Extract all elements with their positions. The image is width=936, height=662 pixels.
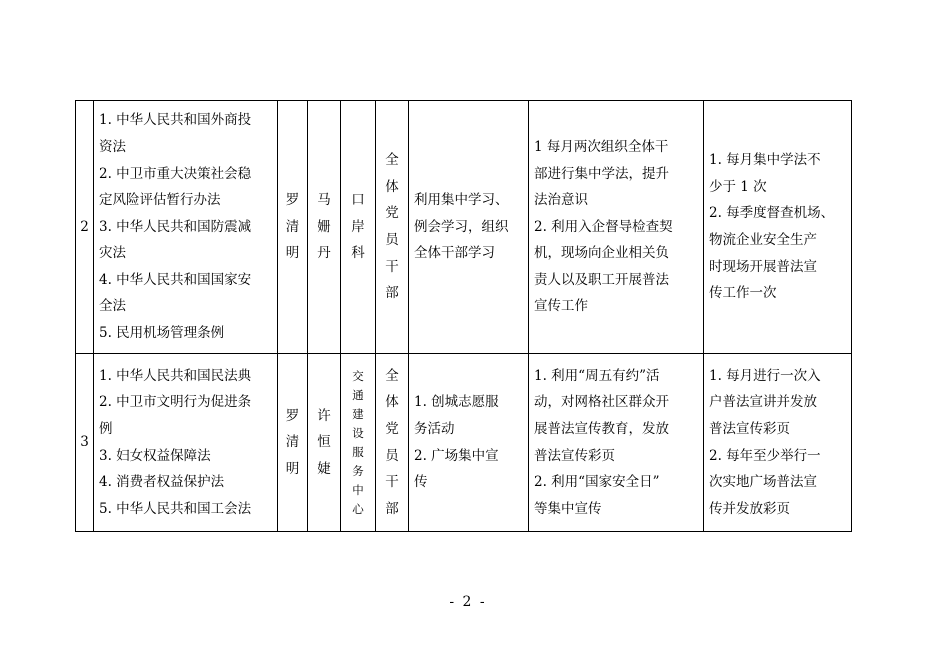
leader-cell-text: 罗 清 明	[285, 407, 300, 477]
cell-line: 3. 中华人民共和国防震减	[99, 218, 252, 235]
row-number: 3	[76, 354, 94, 532]
target-cell	[376, 101, 409, 354]
cell-line: 灾法	[99, 245, 126, 262]
cell-line: 全法	[99, 298, 126, 315]
cell-line: 展普法宣传教育，发放	[534, 420, 669, 437]
cell-line: 法治意识	[534, 192, 588, 209]
cell-line: 2. 中卫市重大决策社会稳	[99, 165, 252, 182]
leader-cell	[278, 101, 308, 354]
frequency-cell	[704, 101, 852, 354]
target-cell	[376, 354, 409, 532]
cell-line: 普法宣传彩页	[534, 447, 615, 464]
cell-line: 等集中宣传	[534, 500, 602, 517]
cell-line: 机，现场向企业相关负	[534, 245, 669, 262]
measures-cell	[529, 354, 704, 532]
cell-line: 1. 中华人民共和国民法典	[99, 367, 252, 384]
laws-cell	[94, 101, 278, 354]
cell-line: 2. 利用“国家安全日”	[534, 474, 660, 491]
responsible-person-cell-text: 马 姗 丹	[317, 192, 331, 262]
target-cell-text: 全 体 党 员 干 部	[385, 367, 399, 517]
laws-cell	[94, 354, 278, 532]
cell-line: 5. 中华人民共和国工会法	[99, 500, 252, 517]
department-cell-text: 交 通 建 设 服 务 中 心	[352, 368, 364, 516]
table-row	[76, 354, 852, 532]
cell-line: 例	[99, 420, 113, 437]
cell-line: 1 每月两次组织全体干	[534, 138, 669, 155]
leader-cell	[278, 354, 308, 532]
cell-line: 1. 利用“周五有约”活	[534, 367, 660, 384]
cell-line: 2. 每季度督查机场、	[709, 205, 835, 222]
cell-line: 2. 利用入企督导检查契	[534, 218, 673, 235]
cell-line: 利用集中学习、	[414, 192, 509, 209]
work-plan-table	[75, 100, 852, 532]
measures-cell	[529, 101, 704, 354]
cell-line: 2. 每年至少举行一	[709, 447, 821, 464]
department-cell	[341, 101, 376, 354]
cell-line: 定风险评估暂行办法	[99, 192, 221, 209]
cell-line: 传工作一次	[709, 285, 777, 302]
cell-line: 普法宣传彩页	[709, 420, 790, 437]
cell-line: 3. 妇女权益保障法	[99, 447, 211, 464]
cell-line: 例会学习，组织	[414, 218, 509, 235]
cell-line: 部进行集中学法，提升	[534, 165, 669, 182]
cell-line: 1. 每月进行一次入	[709, 367, 821, 384]
responsible-person-cell	[308, 101, 341, 354]
cell-line: 传并发放彩页	[709, 500, 790, 517]
table-body	[76, 101, 852, 532]
cell-line: 资法	[99, 138, 126, 155]
method-cell	[409, 354, 529, 532]
table-row	[76, 101, 852, 354]
row-number: 2	[76, 101, 94, 354]
frequency-cell	[704, 354, 852, 532]
cell-line: 传	[414, 474, 428, 491]
cell-line: 宣传工作	[534, 298, 588, 315]
leader-cell-text: 罗 清 明	[285, 192, 300, 262]
cell-line: 2. 中卫市文明行为促进条	[99, 394, 252, 411]
department-cell	[341, 354, 376, 532]
cell-line: 责人以及职工开展普法	[534, 271, 669, 288]
cell-line: 务活动	[414, 420, 455, 437]
page-number: - 2 -	[449, 594, 487, 610]
cell-line: 次实地广场普法宣	[709, 474, 817, 491]
department-cell-text: 口 岸 科	[351, 192, 365, 262]
responsible-person-cell	[308, 354, 341, 532]
cell-line: 物流企业安全生产	[709, 232, 817, 248]
method-cell	[409, 101, 529, 354]
cell-line: 户普法宣讲并发放	[709, 394, 817, 411]
cell-line: 4. 中华人民共和国国家安	[99, 271, 252, 288]
cell-line: 1. 创城志愿服	[414, 394, 499, 411]
cell-line: 1. 每月集中学法不	[709, 152, 821, 169]
cell-line: 时现场开展普法宣	[709, 258, 817, 275]
cell-line: 1. 中华人民共和国外商投	[99, 112, 252, 129]
target-cell-text: 全 体 党 员 干 部	[385, 152, 399, 302]
cell-line: 2. 广场集中宣	[414, 447, 499, 464]
responsible-person-cell-text: 许 恒 婕	[317, 407, 331, 477]
cell-line: 动，对网格社区群众开	[534, 394, 669, 411]
cell-line: 5. 民用机场管理条例	[99, 325, 225, 342]
cell-line: 少于 1 次	[709, 178, 767, 195]
cell-line: 4. 消费者权益保护法	[99, 474, 225, 491]
cell-line: 全体干部学习	[414, 245, 495, 262]
